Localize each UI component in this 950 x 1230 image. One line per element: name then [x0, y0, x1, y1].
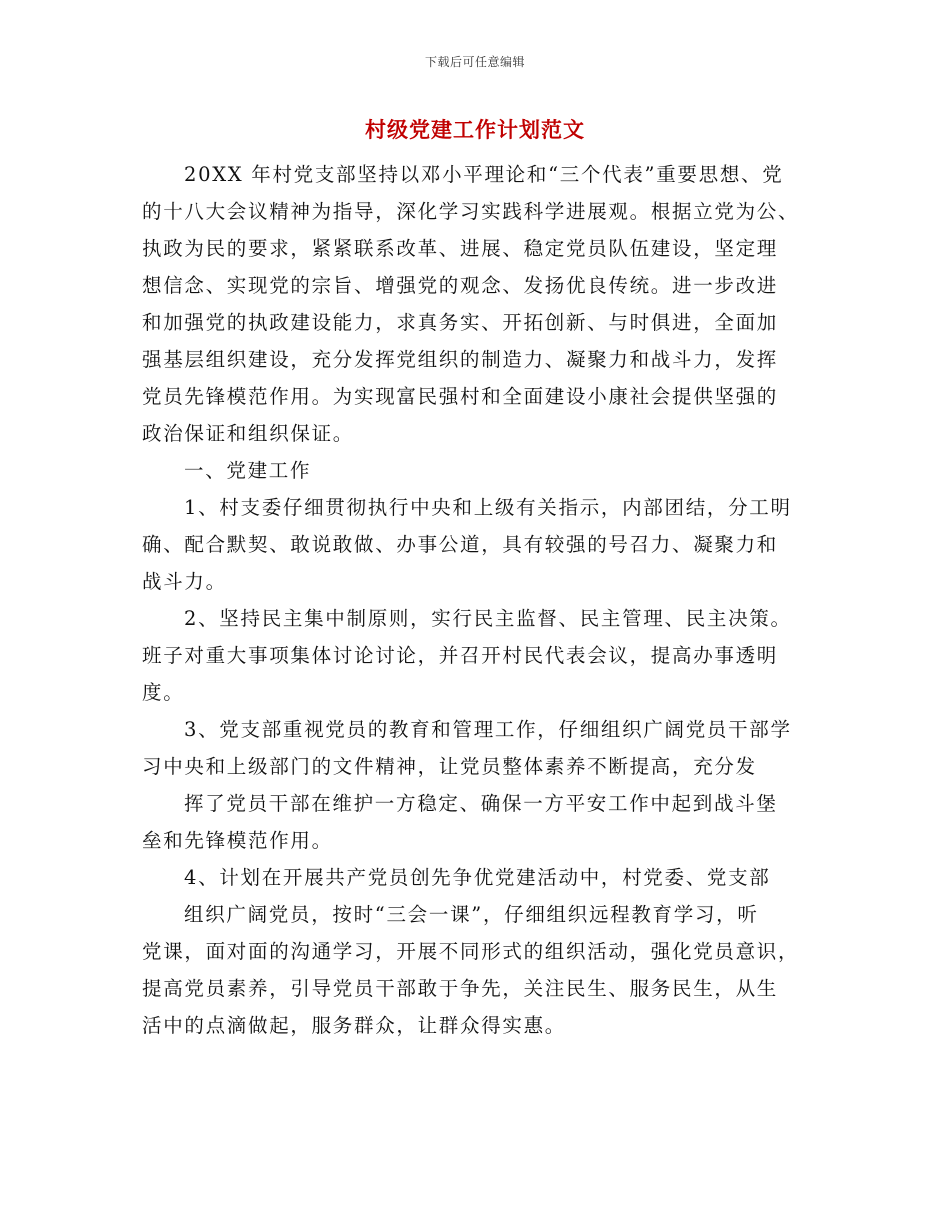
body-line-6: 强基层组织建设，充分发挥党组织的制造力、凝聚力和战斗力，发挥	[142, 348, 779, 371]
body-line-18: 挥了党员干部在维护一方稳定、确保一方平安工作中起到战斗堡	[184, 792, 778, 815]
header-note: 下载后可任意编辑	[424, 55, 525, 69]
body-line-7: 党员先锋模范作用。为实现富民强村和全面建设小康社会提供坚强的	[142, 385, 779, 408]
body-line-21: 组织广阔党员，按时“三会一课”，仔细组织远程教育学习，听	[184, 903, 759, 926]
body-line-12: 战斗力。	[142, 570, 227, 593]
body-line-8: 政治保证和组织保证。	[142, 422, 355, 445]
document-title: 村级党建工作计划范文	[365, 118, 585, 142]
body-line-10: 1、村支委仔细贯彻执行中央和上级有关指示，内部团结，分工明	[184, 496, 792, 519]
body-line-20: 4、计划在开展共产党员创先争优党建活动中，村党委、党支部	[184, 866, 771, 889]
body-line-11: 确、配合默契、敢说敢做、办事公道，具有较强的号召力、凝聚力和	[142, 533, 779, 556]
body-line-23: 提高党员素养，引导党员干部敢于争先，关注民生、服务民生，从生	[142, 977, 779, 1000]
section-heading: 一、党建工作	[184, 459, 312, 482]
body-line-16: 3、党支部重视党员的教育和管理工作，仔细组织广阔党员干部学	[184, 718, 792, 741]
body-line-1: 20XX 年村党支部坚持以邓小平理论和“三个代表”重要思想、党	[184, 163, 784, 186]
body-line-14: 班子对重大事项集体讨论讨论，并召开村民代表会议，提高办事透明	[142, 644, 779, 667]
body-line-15: 度。	[142, 681, 185, 704]
body-line-17: 习中央和上级部门的文件精神，让党员整体素养不断提高，充分发	[142, 755, 757, 778]
body-line-24: 活中的点滴做起，服务群众，让群众得实惠。	[142, 1014, 567, 1037]
body-line-19: 垒和先锋模范作用。	[142, 829, 333, 852]
document-body	[142, 156, 810, 1044]
body-line-2: 的十八大会议精神为指导，深化学习实践科学进展观。根据立党为公、	[142, 200, 800, 223]
body-line-5: 和加强党的执政建设能力，求真务实、开拓创新、与时俱进，全面加	[142, 311, 779, 334]
body-line-3: 执政为民的要求，紧紧联系改革、进展、稳定党员队伍建设，坚定理	[142, 237, 779, 260]
body-line-13: 2、坚持民主集中制原则，实行民主监督、民主管理、民主决策。	[184, 607, 792, 630]
body-line-4: 想信念、实现党的宗旨、增强党的观念、发扬优良传统。进一步改进	[142, 274, 779, 297]
body-line-22: 党课，面对面的沟通学习，开展不同形式的组织活动，强化党员意识，	[142, 940, 800, 963]
